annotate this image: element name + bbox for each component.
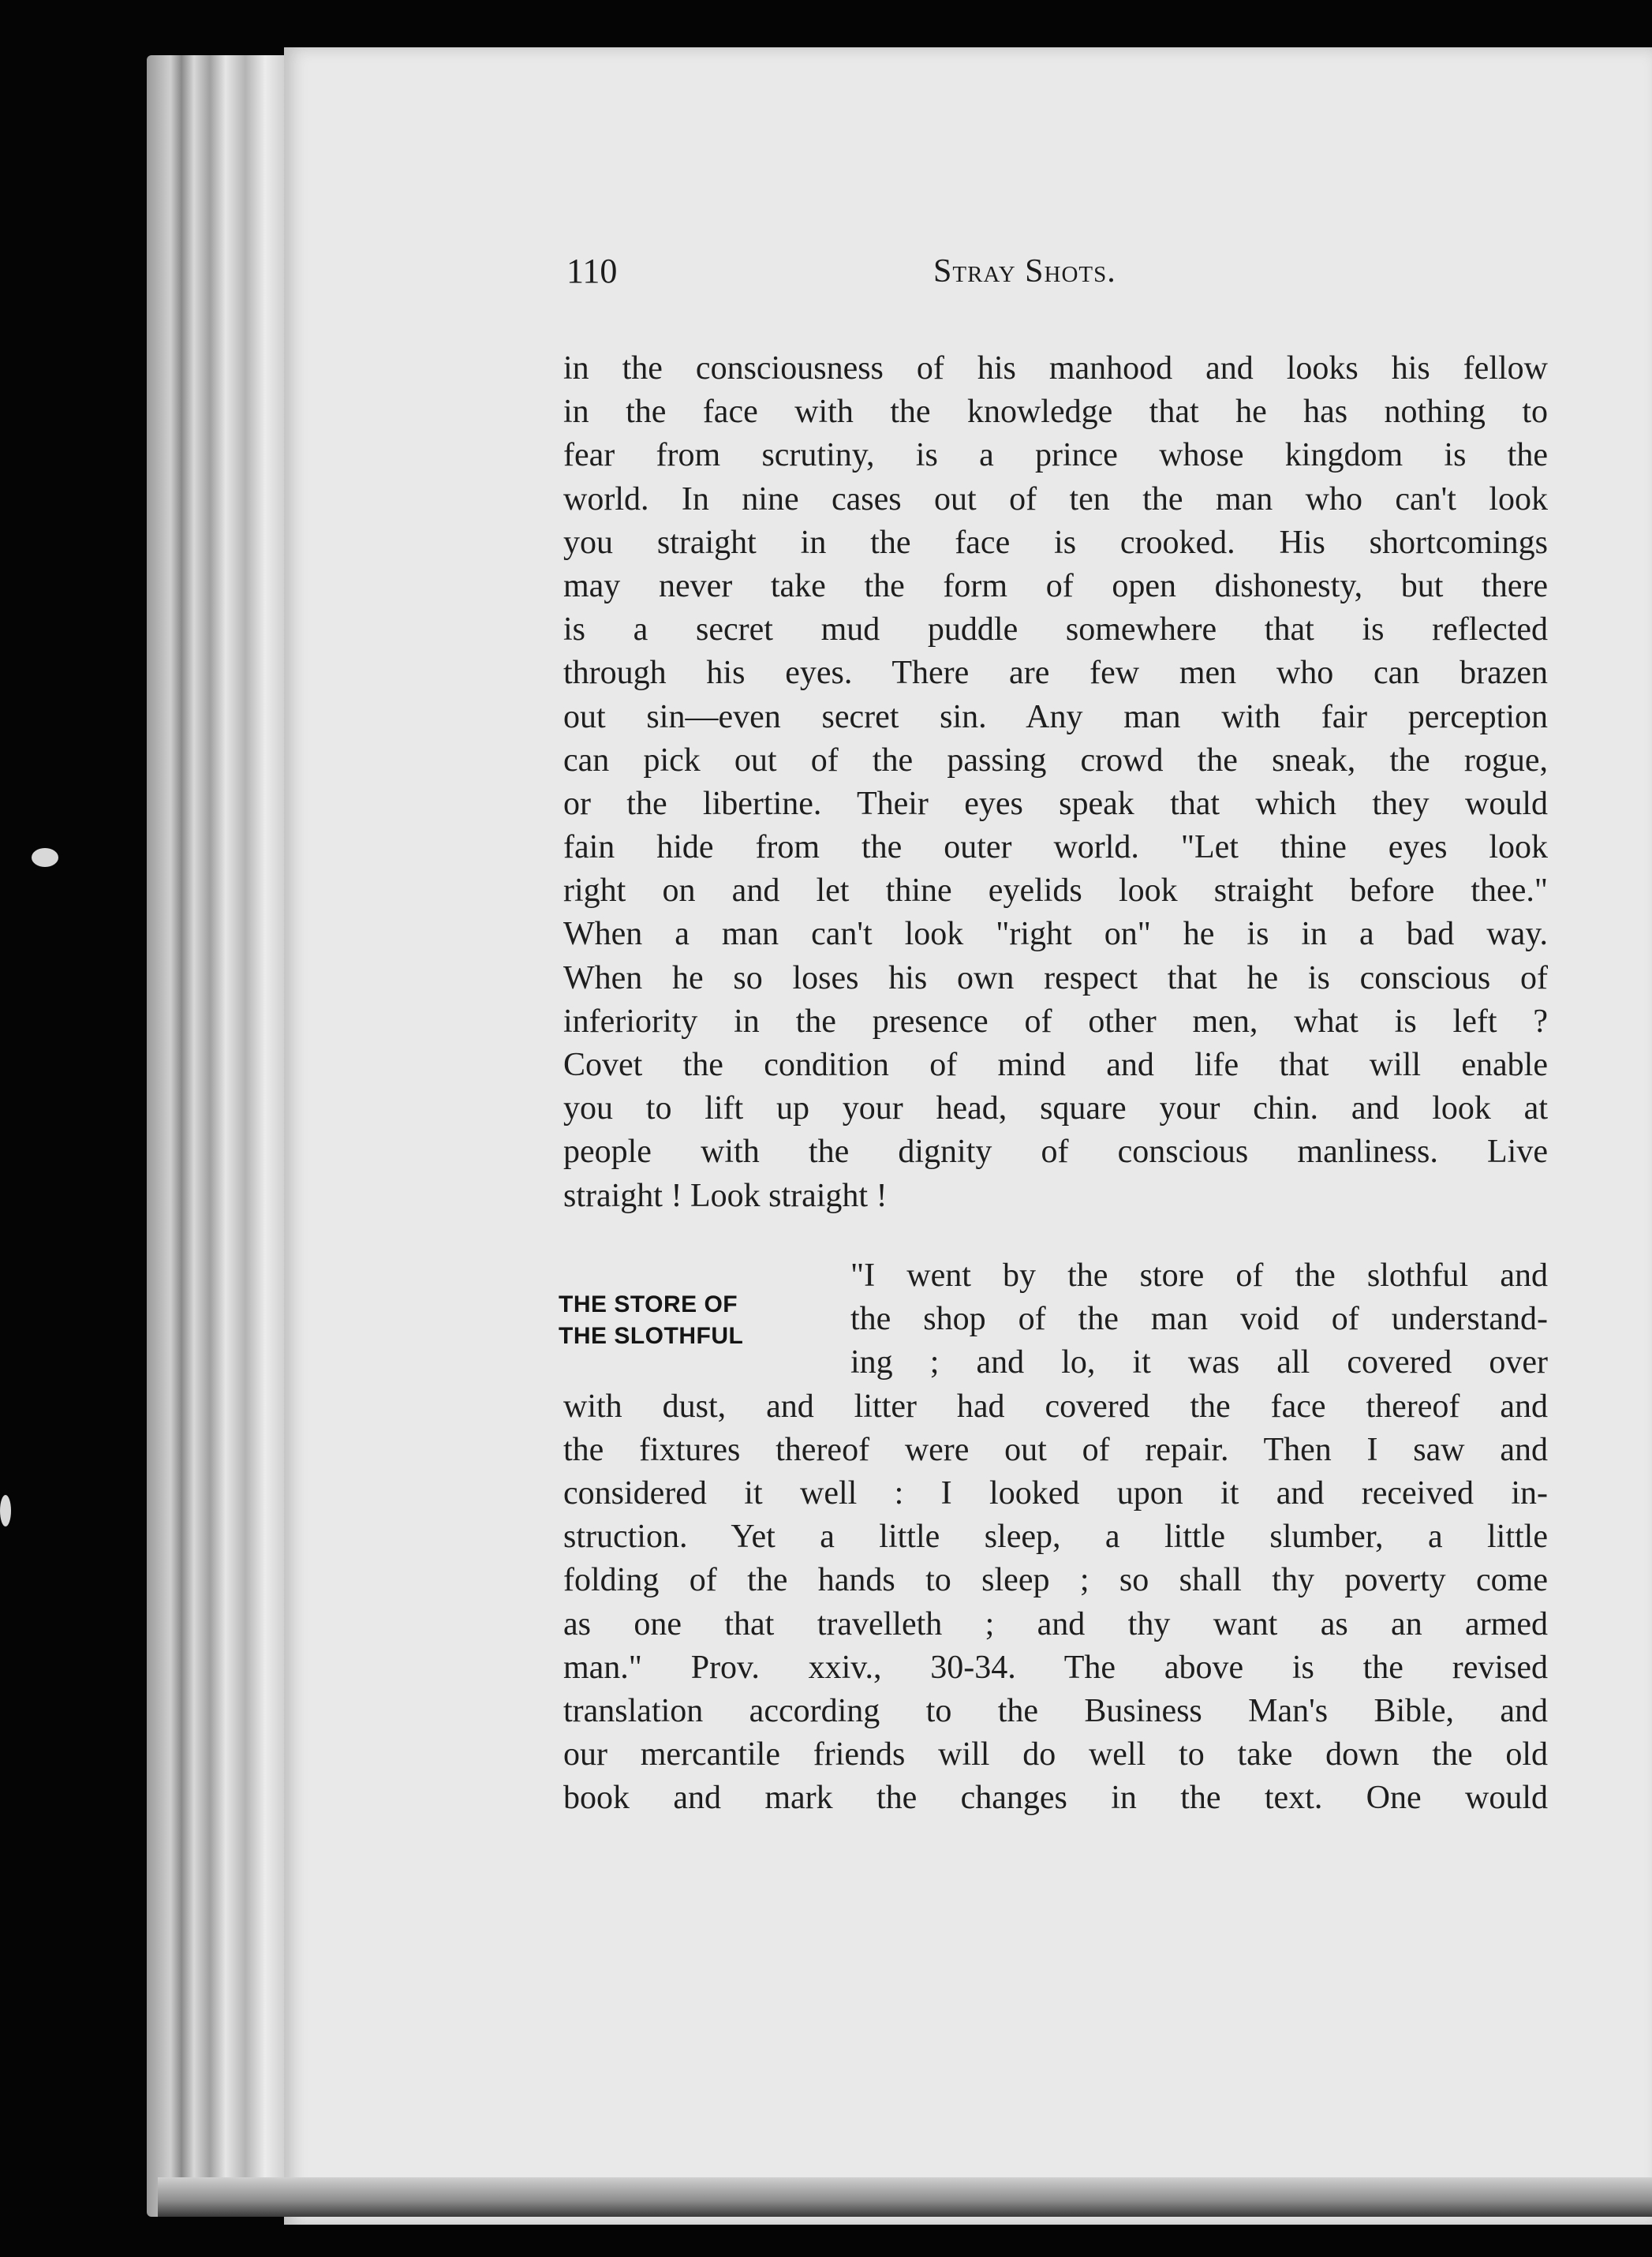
text-line: or the libertine. Their eyes speak that which they would [563, 785, 1548, 822]
text-line: you straight in the face is crooked. His shortcomings [563, 524, 1548, 561]
paragraph-1 [563, 347, 1548, 1218]
book-title-header: Stray Shots. [933, 253, 1116, 290]
text-line: inferiority in the presence of other men, what is left ? [563, 1003, 1548, 1040]
text-line: Covet the condition of mind and life that will enable [563, 1047, 1548, 1083]
text-line: may never take the form of open dishonesty, but there [563, 567, 1548, 604]
text-line: When a man can't look "right on" he is in a bad way. [563, 916, 1548, 953]
running-head [566, 251, 1183, 298]
page-number: 110 [566, 252, 618, 290]
scan-speck [32, 848, 58, 867]
text-line: the shop of the man void of understand- [850, 1301, 1548, 1338]
text-line: our mercantile friends will do well to take down the old [563, 1736, 1548, 1773]
text-line: folding of the hands to sleep ; so shall thy poverty come [563, 1562, 1548, 1599]
text-line: book and mark the changes in the text. One would [563, 1780, 1548, 1817]
paragraph-2 [563, 1254, 1548, 1820]
text-line: ing ; and lo, it was all covered over [850, 1344, 1548, 1381]
text-line: fear from scrutiny, is a prince whose kingdom is the [563, 437, 1548, 474]
text-line: When he so loses his own respect that he is conscious of [563, 959, 1548, 996]
scan-speck [0, 1495, 11, 1526]
text-line: with dust, and litter had covered the face thereof and [563, 1388, 1548, 1425]
text-line: the fixtures thereof were out of repair. Then I saw and [563, 1431, 1548, 1468]
side-heading-line: THE STORE OF [559, 1291, 738, 1317]
text-line: considered it well : I looked upon it and received in- [563, 1474, 1548, 1512]
text-line: translation according to the Business Man's Bible, and [563, 1692, 1548, 1729]
text-line: struction. Yet a little sleep, a little slumber, a little [563, 1519, 1548, 1556]
text-line: you to lift up your head, square your chin. and look at [563, 1090, 1548, 1127]
text-line: in the face with the knowledge that he has nothing to [563, 394, 1548, 431]
text-line: man." Prov. xxiv., 30-34. The above is the revised [563, 1649, 1548, 1686]
text-line: out sin—even secret sin. Any man with fair perception [563, 698, 1548, 735]
text-line: fain hide from the outer world. "Let thine eyes look [563, 829, 1548, 866]
book-bottom-edge [158, 2177, 1652, 2217]
text-line: is a secret mud puddle somewhere that is reflected [563, 611, 1548, 648]
text-line: "I went by the store of the slothful and [850, 1257, 1548, 1294]
text-line: people with the dignity of conscious manliness. Live [563, 1134, 1548, 1171]
text-line: through his eyes. There are few men who can brazen [563, 655, 1548, 692]
text-line: world. In nine cases out of ten the man who can't look [563, 480, 1548, 518]
text-line: in the consciousness of his manhood and looks his fellow [563, 350, 1548, 387]
text-line: can pick out of the passing crowd the sneak, the rogue, [563, 742, 1548, 779]
text-line: straight ! Look straight ! [563, 1177, 888, 1214]
text-line: as one that travelleth ; and thy want as an armed [563, 1605, 1548, 1642]
text-line: right on and let thine eyelids look straight before thee." [563, 873, 1548, 910]
side-heading-line: THE SLOTHFUL [559, 1323, 744, 1349]
